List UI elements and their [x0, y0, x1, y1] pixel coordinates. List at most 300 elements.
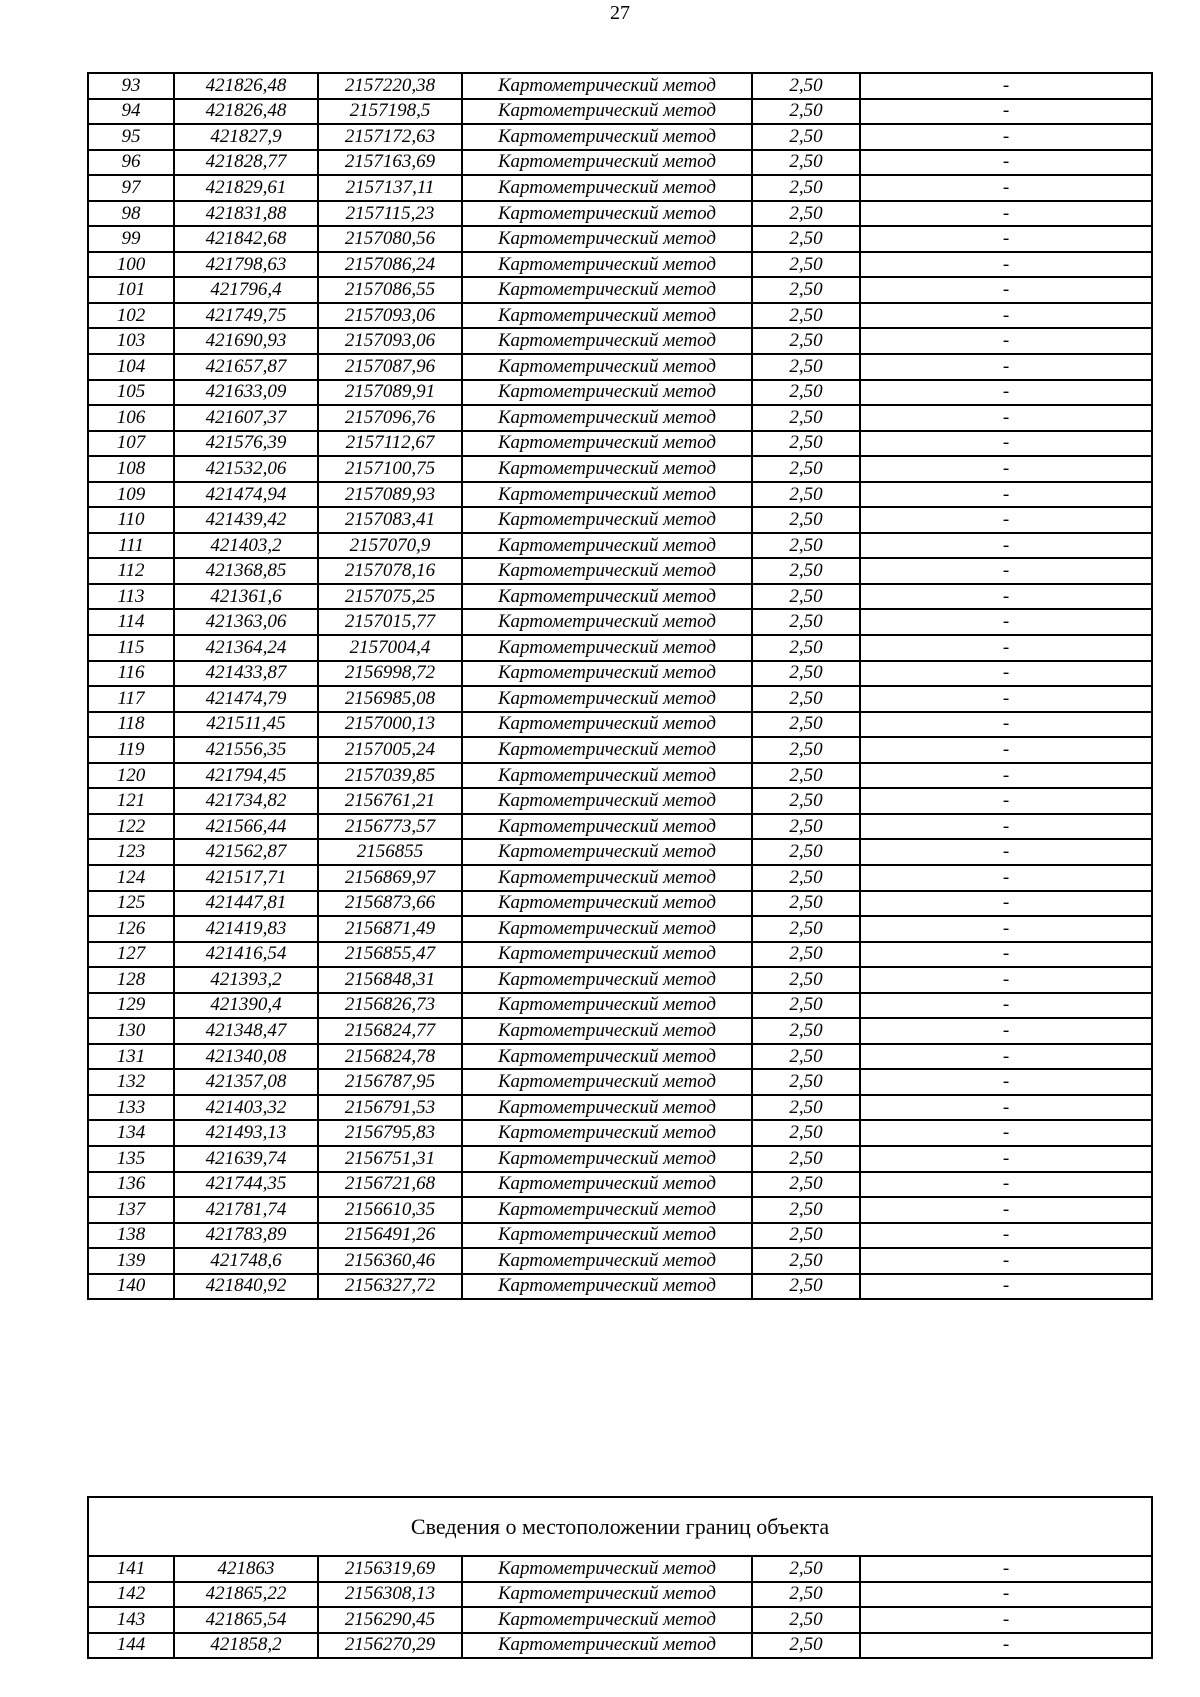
coord-x-cell: 421783,89	[174, 1223, 318, 1249]
coord-y-cell: 2157096,76	[318, 405, 462, 431]
coord-x-cell: 421826,48	[174, 99, 318, 125]
table-row	[88, 405, 1152, 431]
point-number-cell: 139	[88, 1248, 174, 1274]
coord-y-cell: 2156871,49	[318, 916, 462, 942]
table-row	[88, 150, 1152, 176]
accuracy-cell: 2,50	[752, 1248, 860, 1274]
point-number-cell: 140	[88, 1274, 174, 1300]
point-number-cell: 100	[88, 252, 174, 278]
accuracy-cell: 2,50	[752, 916, 860, 942]
coord-x-cell: 421826,48	[174, 73, 318, 99]
coord-y-cell: 2157220,38	[318, 73, 462, 99]
accuracy-cell: 2,50	[752, 609, 860, 635]
description-cell: -	[860, 839, 1152, 865]
method-cell: Картометрический метод	[462, 175, 752, 201]
coord-y-cell: 2157086,55	[318, 277, 462, 303]
method-cell: Картометрический метод	[462, 916, 752, 942]
coord-y-cell: 2157075,25	[318, 584, 462, 610]
accuracy-cell: 2,50	[752, 661, 860, 687]
coord-x-cell: 421511,45	[174, 712, 318, 738]
table-row	[88, 201, 1152, 227]
point-number-cell: 112	[88, 558, 174, 584]
coord-y-cell: 2156270,29	[318, 1633, 462, 1659]
accuracy-cell: 2,50	[752, 507, 860, 533]
point-number-cell: 116	[88, 661, 174, 687]
method-cell: Картометрический метод	[462, 686, 752, 712]
accuracy-cell: 2,50	[752, 891, 860, 917]
coord-y-cell: 2157089,93	[318, 482, 462, 508]
coord-y-cell: 2157115,23	[318, 201, 462, 227]
boundary-location-table	[87, 1496, 1153, 1659]
accuracy-cell: 2,50	[752, 1197, 860, 1223]
description-cell: -	[860, 99, 1152, 125]
coord-y-cell: 2156721,68	[318, 1172, 462, 1198]
table-row	[88, 252, 1152, 278]
accuracy-cell: 2,50	[752, 1556, 860, 1582]
table-row	[88, 73, 1152, 99]
table-row	[88, 712, 1152, 738]
section-title-row	[88, 1497, 1152, 1556]
coord-x-cell: 421393,2	[174, 967, 318, 993]
table-row	[88, 967, 1152, 993]
accuracy-cell: 2,50	[752, 788, 860, 814]
point-number-cell: 128	[88, 967, 174, 993]
description-cell: -	[860, 124, 1152, 150]
point-number-cell: 132	[88, 1069, 174, 1095]
coordinates-table	[87, 72, 1153, 1300]
description-cell: -	[860, 967, 1152, 993]
method-cell: Картометрический метод	[462, 839, 752, 865]
accuracy-cell: 2,50	[752, 456, 860, 482]
coord-x-cell: 421828,77	[174, 150, 318, 176]
description-cell: -	[860, 1248, 1152, 1274]
method-cell: Картометрический метод	[462, 1556, 752, 1582]
coord-y-cell: 2156319,69	[318, 1556, 462, 1582]
accuracy-cell: 2,50	[752, 328, 860, 354]
description-cell: -	[860, 1120, 1152, 1146]
method-cell: Картометрический метод	[462, 277, 752, 303]
method-cell: Картометрический метод	[462, 1582, 752, 1608]
description-cell: -	[860, 533, 1152, 559]
coord-y-cell: 2156290,45	[318, 1607, 462, 1633]
coord-x-cell: 421419,83	[174, 916, 318, 942]
coord-y-cell: 2157070,9	[318, 533, 462, 559]
coord-x-cell: 421447,81	[174, 891, 318, 917]
accuracy-cell: 2,50	[752, 993, 860, 1019]
coord-x-cell: 421798,63	[174, 252, 318, 278]
table-row	[88, 763, 1152, 789]
coord-y-cell: 2156327,72	[318, 1274, 462, 1300]
coord-y-cell: 2156848,31	[318, 967, 462, 993]
table-row	[88, 1556, 1152, 1582]
description-cell: -	[860, 635, 1152, 661]
coord-x-cell: 421562,87	[174, 839, 318, 865]
coord-y-cell: 2157083,41	[318, 507, 462, 533]
accuracy-cell: 2,50	[752, 1172, 860, 1198]
coord-y-cell: 2156610,35	[318, 1197, 462, 1223]
table-row	[88, 226, 1152, 252]
method-cell: Картометрический метод	[462, 1120, 752, 1146]
boundary-location-table-body	[88, 1497, 1152, 1658]
point-number-cell: 134	[88, 1120, 174, 1146]
point-number-cell: 101	[88, 277, 174, 303]
point-number-cell: 126	[88, 916, 174, 942]
coord-x-cell: 421781,74	[174, 1197, 318, 1223]
method-cell: Картометрический метод	[462, 1248, 752, 1274]
description-cell: -	[860, 763, 1152, 789]
coord-y-cell: 2157087,96	[318, 354, 462, 380]
coord-x-cell: 421556,35	[174, 737, 318, 763]
coord-y-cell: 2157080,56	[318, 226, 462, 252]
table-row	[88, 380, 1152, 406]
coord-x-cell: 421842,68	[174, 226, 318, 252]
coord-y-cell: 2156855	[318, 839, 462, 865]
table-row	[88, 1069, 1152, 1095]
accuracy-cell: 2,50	[752, 814, 860, 840]
method-cell: Картометрический метод	[462, 1018, 752, 1044]
table-row	[88, 1274, 1152, 1300]
method-cell: Картометрический метод	[462, 1274, 752, 1300]
accuracy-cell: 2,50	[752, 1095, 860, 1121]
method-cell: Картометрический метод	[462, 763, 752, 789]
table-row	[88, 533, 1152, 559]
point-number-cell: 135	[88, 1146, 174, 1172]
coord-y-cell: 2156855,47	[318, 942, 462, 968]
description-cell: -	[860, 73, 1152, 99]
accuracy-cell: 2,50	[752, 226, 860, 252]
method-cell: Картометрический метод	[462, 150, 752, 176]
description-cell: -	[860, 1274, 1152, 1300]
point-number-cell: 136	[88, 1172, 174, 1198]
accuracy-cell: 2,50	[752, 1044, 860, 1070]
description-cell: -	[860, 558, 1152, 584]
accuracy-cell: 2,50	[752, 431, 860, 457]
coord-y-cell: 2157000,13	[318, 712, 462, 738]
coord-x-cell: 421433,87	[174, 661, 318, 687]
coord-y-cell: 2156751,31	[318, 1146, 462, 1172]
accuracy-cell: 2,50	[752, 942, 860, 968]
coord-x-cell: 421493,13	[174, 1120, 318, 1146]
accuracy-cell: 2,50	[752, 482, 860, 508]
coord-x-cell: 421734,82	[174, 788, 318, 814]
table-row	[88, 1095, 1152, 1121]
accuracy-cell: 2,50	[752, 1633, 860, 1659]
method-cell: Картометрический метод	[462, 1044, 752, 1070]
description-cell: -	[860, 942, 1152, 968]
point-number-cell: 133	[88, 1095, 174, 1121]
coord-x-cell: 421865,54	[174, 1607, 318, 1633]
table-row	[88, 1120, 1152, 1146]
table-row	[88, 1146, 1152, 1172]
table-row	[88, 814, 1152, 840]
coord-y-cell: 2157004,4	[318, 635, 462, 661]
table-row	[88, 1018, 1152, 1044]
method-cell: Картометрический метод	[462, 533, 752, 559]
method-cell: Картометрический метод	[462, 1172, 752, 1198]
coord-x-cell: 421749,75	[174, 303, 318, 329]
point-number-cell: 127	[88, 942, 174, 968]
point-number-cell: 99	[88, 226, 174, 252]
description-cell: -	[860, 584, 1152, 610]
point-number-cell: 118	[88, 712, 174, 738]
coord-x-cell: 421363,06	[174, 609, 318, 635]
accuracy-cell: 2,50	[752, 584, 860, 610]
coord-y-cell: 2157005,24	[318, 737, 462, 763]
coord-x-cell: 421390,4	[174, 993, 318, 1019]
accuracy-cell: 2,50	[752, 252, 860, 278]
method-cell: Картометрический метод	[462, 814, 752, 840]
coord-y-cell: 2157039,85	[318, 763, 462, 789]
table-row	[88, 1633, 1152, 1659]
point-number-cell: 114	[88, 609, 174, 635]
point-number-cell: 113	[88, 584, 174, 610]
description-cell: -	[860, 1607, 1152, 1633]
point-number-cell: 107	[88, 431, 174, 457]
accuracy-cell: 2,50	[752, 354, 860, 380]
accuracy-cell: 2,50	[752, 712, 860, 738]
point-number-cell: 102	[88, 303, 174, 329]
point-number-cell: 117	[88, 686, 174, 712]
method-cell: Картометрический метод	[462, 1146, 752, 1172]
table-row	[88, 482, 1152, 508]
table-row	[88, 737, 1152, 763]
accuracy-cell: 2,50	[752, 1069, 860, 1095]
method-cell: Картометрический метод	[462, 124, 752, 150]
method-cell: Картометрический метод	[462, 405, 752, 431]
coord-y-cell: 2157163,69	[318, 150, 462, 176]
point-number-cell: 94	[88, 99, 174, 125]
coord-x-cell: 421348,47	[174, 1018, 318, 1044]
coord-y-cell: 2156773,57	[318, 814, 462, 840]
accuracy-cell: 2,50	[752, 1274, 860, 1300]
accuracy-cell: 2,50	[752, 865, 860, 891]
description-cell: -	[860, 788, 1152, 814]
description-cell: -	[860, 661, 1152, 687]
description-cell: -	[860, 916, 1152, 942]
section-title: Сведения о местоположении границ объекта	[88, 1497, 1152, 1556]
coord-y-cell: 2156795,83	[318, 1120, 462, 1146]
accuracy-cell: 2,50	[752, 1607, 860, 1633]
table-row	[88, 1172, 1152, 1198]
method-cell: Картометрический метод	[462, 788, 752, 814]
method-cell: Картометрический метод	[462, 865, 752, 891]
coord-y-cell: 2157198,5	[318, 99, 462, 125]
accuracy-cell: 2,50	[752, 737, 860, 763]
coord-y-cell: 2157172,63	[318, 124, 462, 150]
coordinates-table-body	[88, 73, 1152, 1299]
method-cell: Картометрический метод	[462, 1197, 752, 1223]
description-cell: -	[860, 354, 1152, 380]
description-cell: -	[860, 1633, 1152, 1659]
description-cell: -	[860, 175, 1152, 201]
accuracy-cell: 2,50	[752, 73, 860, 99]
method-cell: Картометрический метод	[462, 354, 752, 380]
coord-x-cell: 421532,06	[174, 456, 318, 482]
coord-y-cell: 2156824,78	[318, 1044, 462, 1070]
method-cell: Картометрический метод	[462, 303, 752, 329]
description-cell: -	[860, 1018, 1152, 1044]
accuracy-cell: 2,50	[752, 686, 860, 712]
description-cell: -	[860, 1069, 1152, 1095]
description-cell: -	[860, 252, 1152, 278]
accuracy-cell: 2,50	[752, 303, 860, 329]
point-number-cell: 131	[88, 1044, 174, 1070]
method-cell: Картометрический метод	[462, 431, 752, 457]
method-cell: Картометрический метод	[462, 967, 752, 993]
coord-x-cell: 421340,08	[174, 1044, 318, 1070]
description-cell: -	[860, 380, 1152, 406]
table-row	[88, 1582, 1152, 1608]
method-cell: Картометрический метод	[462, 99, 752, 125]
method-cell: Картометрический метод	[462, 1069, 752, 1095]
method-cell: Картометрический метод	[462, 456, 752, 482]
table-row	[88, 916, 1152, 942]
description-cell: -	[860, 405, 1152, 431]
description-cell: -	[860, 328, 1152, 354]
table-row	[88, 558, 1152, 584]
method-cell: Картометрический метод	[462, 201, 752, 227]
method-cell: Картометрический метод	[462, 226, 752, 252]
table-row	[88, 124, 1152, 150]
accuracy-cell: 2,50	[752, 1120, 860, 1146]
method-cell: Картометрический метод	[462, 328, 752, 354]
point-number-cell: 95	[88, 124, 174, 150]
description-cell: -	[860, 609, 1152, 635]
accuracy-cell: 2,50	[752, 1018, 860, 1044]
coord-x-cell: 421576,39	[174, 431, 318, 457]
table-row	[88, 839, 1152, 865]
coord-x-cell: 421416,54	[174, 942, 318, 968]
accuracy-cell: 2,50	[752, 124, 860, 150]
table-row	[88, 99, 1152, 125]
table-row	[88, 1044, 1152, 1070]
method-cell: Картометрический метод	[462, 380, 752, 406]
coord-y-cell: 2156360,46	[318, 1248, 462, 1274]
description-cell: -	[860, 737, 1152, 763]
description-cell: -	[860, 686, 1152, 712]
description-cell: -	[860, 814, 1152, 840]
coord-x-cell: 421607,37	[174, 405, 318, 431]
coord-x-cell: 421831,88	[174, 201, 318, 227]
description-cell: -	[860, 1223, 1152, 1249]
coord-y-cell: 2156308,13	[318, 1582, 462, 1608]
point-number-cell: 130	[88, 1018, 174, 1044]
accuracy-cell: 2,50	[752, 533, 860, 559]
coord-y-cell: 2156869,97	[318, 865, 462, 891]
coord-y-cell: 2156787,95	[318, 1069, 462, 1095]
description-cell: -	[860, 277, 1152, 303]
method-cell: Картометрический метод	[462, 993, 752, 1019]
coord-y-cell: 2156985,08	[318, 686, 462, 712]
method-cell: Картометрический метод	[462, 73, 752, 99]
coord-x-cell: 421566,44	[174, 814, 318, 840]
coord-x-cell: 421403,2	[174, 533, 318, 559]
method-cell: Картометрический метод	[462, 482, 752, 508]
table-row	[88, 277, 1152, 303]
accuracy-cell: 2,50	[752, 967, 860, 993]
description-cell: -	[860, 456, 1152, 482]
coord-y-cell: 2157112,67	[318, 431, 462, 457]
table-row	[88, 1607, 1152, 1633]
description-cell: -	[860, 201, 1152, 227]
point-number-cell: 106	[88, 405, 174, 431]
coord-y-cell: 2156824,77	[318, 1018, 462, 1044]
coord-x-cell: 421657,87	[174, 354, 318, 380]
coord-x-cell: 421840,92	[174, 1274, 318, 1300]
description-cell: -	[860, 1172, 1152, 1198]
table-row	[88, 865, 1152, 891]
coord-x-cell: 421403,32	[174, 1095, 318, 1121]
method-cell: Картометрический метод	[462, 661, 752, 687]
coord-y-cell: 2157089,91	[318, 380, 462, 406]
coord-y-cell: 2157086,24	[318, 252, 462, 278]
method-cell: Картометрический метод	[462, 584, 752, 610]
method-cell: Картометрический метод	[462, 635, 752, 661]
description-cell: -	[860, 1582, 1152, 1608]
coord-y-cell: 2156491,26	[318, 1223, 462, 1249]
table-row	[88, 1223, 1152, 1249]
point-number-cell: 96	[88, 150, 174, 176]
table-row	[88, 303, 1152, 329]
point-number-cell: 121	[88, 788, 174, 814]
coord-y-cell: 2156826,73	[318, 993, 462, 1019]
point-number-cell: 122	[88, 814, 174, 840]
coord-x-cell: 421863	[174, 1556, 318, 1582]
coord-y-cell: 2157100,75	[318, 456, 462, 482]
point-number-cell: 144	[88, 1633, 174, 1659]
coord-y-cell: 2157093,06	[318, 328, 462, 354]
coord-x-cell: 421361,6	[174, 584, 318, 610]
table-row	[88, 661, 1152, 687]
method-cell: Картометрический метод	[462, 1095, 752, 1121]
table-row	[88, 942, 1152, 968]
point-number-cell: 97	[88, 175, 174, 201]
method-cell: Картометрический метод	[462, 507, 752, 533]
description-cell: -	[860, 712, 1152, 738]
table-row	[88, 891, 1152, 917]
point-number-cell: 123	[88, 839, 174, 865]
table-row	[88, 354, 1152, 380]
coord-y-cell: 2156791,53	[318, 1095, 462, 1121]
coord-x-cell: 421827,9	[174, 124, 318, 150]
coord-x-cell: 421474,79	[174, 686, 318, 712]
coord-x-cell: 421474,94	[174, 482, 318, 508]
coord-x-cell: 421639,74	[174, 1146, 318, 1172]
method-cell: Картометрический метод	[462, 609, 752, 635]
description-cell: -	[860, 303, 1152, 329]
method-cell: Картометрический метод	[462, 712, 752, 738]
table-row	[88, 788, 1152, 814]
point-number-cell: 124	[88, 865, 174, 891]
point-number-cell: 105	[88, 380, 174, 406]
table-row	[88, 431, 1152, 457]
coord-x-cell: 421439,42	[174, 507, 318, 533]
point-number-cell: 104	[88, 354, 174, 380]
accuracy-cell: 2,50	[752, 839, 860, 865]
description-cell: -	[860, 482, 1152, 508]
point-number-cell: 93	[88, 73, 174, 99]
description-cell: -	[860, 1197, 1152, 1223]
coord-x-cell: 421744,35	[174, 1172, 318, 1198]
coord-x-cell: 421748,6	[174, 1248, 318, 1274]
description-cell: -	[860, 891, 1152, 917]
method-cell: Картометрический метод	[462, 942, 752, 968]
accuracy-cell: 2,50	[752, 1582, 860, 1608]
point-number-cell: 115	[88, 635, 174, 661]
point-number-cell: 108	[88, 456, 174, 482]
accuracy-cell: 2,50	[752, 1146, 860, 1172]
point-number-cell: 141	[88, 1556, 174, 1582]
